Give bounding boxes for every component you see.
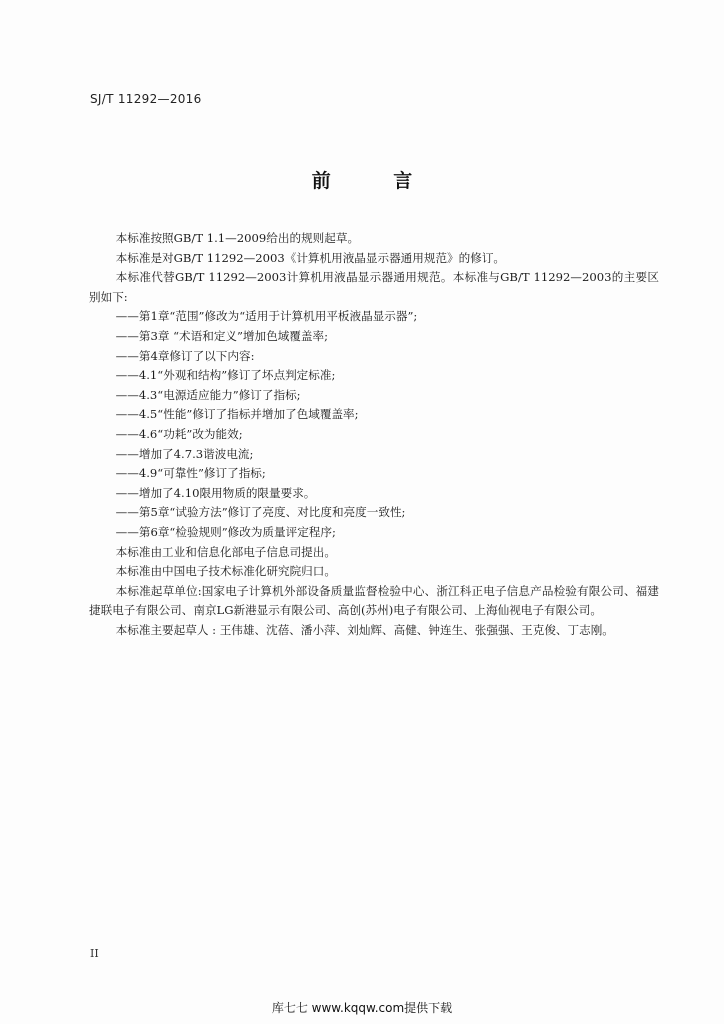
paragraph: 本标准由中国电子技术标准化研究院归口。 bbox=[115, 564, 336, 579]
change-item: ——4.1“外观和结构”修订了坏点判定标准; bbox=[115, 368, 336, 383]
change-item: ——第1章“范围”修改为“适用于计算机用平板液晶显示器”; bbox=[115, 309, 418, 324]
paragraph: 本标准由工业和信息化部电子信息司提出。 bbox=[115, 544, 336, 559]
paragraph: 本标准是对GB/T 11292—2003《计算机用液晶显示器通用规范》的修订。 bbox=[115, 250, 506, 265]
drafting-units: 本标准起草单位:国家电子计算机外部设备质量监督检验中心、浙江科正电子信息产品检验有限公司、福建捷联电子有限公司、南京LG新港显示有限公司、高创(苏州)电子有限公司、上海仙视电子有限公司。 bbox=[89, 583, 659, 618]
foreword-body bbox=[89, 229, 659, 640]
drafters: 本标准主要起草人 : 王伟雄、沈蓓、潘小萍、刘灿辉、高健、钟连生、张强强、王克俊、丁志刚。 bbox=[115, 622, 614, 637]
change-item: ——4.9“可靠性”修订了指标; bbox=[115, 466, 266, 481]
page-title: 前 言 bbox=[311, 170, 441, 192]
paragraph: 本标准按照GB/T 1.1—2009给出的规则起草。 bbox=[115, 231, 360, 245]
change-item: ——增加了4.10限用物质的限量要求。 bbox=[115, 485, 316, 500]
change-item: ——4.5“性能”修订了指标并增加了色域覆盖率; bbox=[115, 407, 359, 422]
change-item: ——增加了4.7.3谐波电流; bbox=[115, 446, 254, 461]
change-item: ——第3章 “术语和定义”增加色域覆盖率; bbox=[115, 328, 328, 343]
change-item: ——4.6“功耗”改为能效; bbox=[115, 426, 243, 441]
change-item: ——4.3“电源适应能力”修订了指标; bbox=[115, 387, 301, 402]
change-item: ——第5章“试验方法”修订了亮度、对比度和亮度一致性; bbox=[115, 505, 406, 520]
page-number: II bbox=[90, 947, 99, 960]
paragraph: 本标准代替GB/T 11292—2003计算机用液晶显示器通用规范。本标准与GB/T 11292—2003的主要区别如下: bbox=[89, 270, 659, 304]
standard-code: SJ/T 11292—2016 bbox=[90, 92, 202, 106]
download-footer: 库七七 www.kqqw.com提供下载 bbox=[271, 1001, 453, 1015]
change-item: ——第6章“检验规则”修改为质量评定程序; bbox=[115, 524, 336, 539]
change-item: ——第4章修订了以下内容: bbox=[115, 348, 255, 363]
